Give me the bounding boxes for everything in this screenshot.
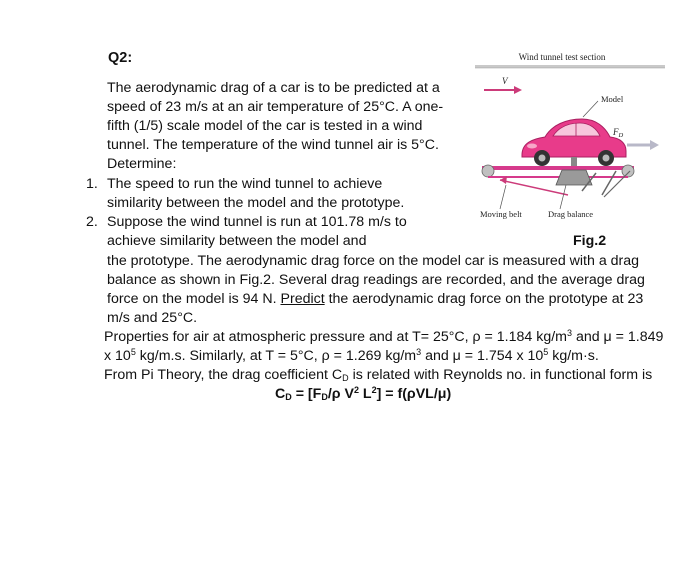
- force-line-suffix: the aerodynamic drag force on the prototype at 23: [324, 291, 644, 307]
- formula-part: C: [275, 386, 286, 402]
- formula-sub: D: [321, 392, 328, 402]
- drag-force-subscript: D: [618, 132, 624, 139]
- drag-force-arrow-head: [650, 140, 659, 150]
- prop-text: From Pi Theory, the drag coefficient C: [104, 367, 343, 383]
- properties-line-1: [104, 328, 663, 347]
- formula-sup: 2: [353, 385, 359, 395]
- figure-caption: Fig.2: [573, 233, 607, 249]
- moving-belt-top: [482, 166, 634, 170]
- predict-word: Predict: [280, 291, 325, 307]
- item-2-line-5: [107, 290, 643, 309]
- formula-sub: D: [285, 392, 292, 402]
- moving-belt-leader: [500, 185, 506, 209]
- prop-exp: 5: [543, 347, 549, 357]
- item-1-line-2: similarity between the model and the prototype.: [107, 195, 405, 211]
- prop-exp: 5: [130, 347, 136, 357]
- drag-balance-label: Drag balance: [548, 209, 594, 219]
- properties-line-3: [104, 366, 652, 385]
- intro-line-2: speed of 23 m/s at an air temperature of 25°C. A one-: [107, 99, 444, 115]
- item-2-line-2: achieve similarity between the model and: [107, 233, 367, 249]
- tunnel-top-wall: [475, 65, 665, 68]
- question-title: Q2:: [108, 50, 133, 66]
- intro-line-1: The aerodynamic drag of a car is to be predicted at a: [107, 80, 440, 96]
- item-2-line-1: Suppose the wind tunnel is run at 101.78 m/s to: [107, 214, 407, 230]
- formula-part: = [F: [291, 386, 322, 402]
- formula-part: /ρ V: [327, 386, 354, 402]
- wind-tunnel-figure: [470, 45, 670, 225]
- prop-text: x 10: [104, 348, 131, 364]
- prop-text: kg/m.s. Similarly, at T = 5°C, ρ = 1.269 kg/m: [135, 348, 417, 364]
- velocity-label: V: [502, 76, 508, 86]
- intro-line-4: tunnel. The temperature of the wind tunnel air is 5°C.: [107, 137, 439, 153]
- model-leader-line: [583, 101, 598, 117]
- prop-sub: D: [342, 373, 349, 383]
- prop-exp: 3: [566, 328, 572, 338]
- item-1-line-1: The speed to run the wind tunnel to achieve: [107, 176, 383, 192]
- item-2-line-4: balance as shown in Fig.2. Several drag readings are recorded, and the average drag: [107, 272, 645, 288]
- intro-line-5: Determine:: [107, 156, 177, 172]
- drag-balance-leader: [560, 185, 566, 209]
- velocity-arrow-head: [514, 86, 522, 94]
- rear-hub: [603, 155, 610, 162]
- belt-roller-right: [622, 165, 634, 177]
- properties-line-2: [104, 347, 599, 366]
- item-2-number: 2.: [86, 214, 98, 230]
- intro-line-3: fifth (1/5) scale model of the car is tested in a wind: [107, 118, 423, 134]
- drag-coefficient-formula: [275, 385, 451, 404]
- prop-exp: 3: [416, 347, 422, 357]
- force-line-prefix: force on the model is 94 N.: [107, 291, 281, 307]
- drag-balance-frame: [556, 170, 592, 185]
- prop-text: kg/m·s.: [548, 348, 599, 364]
- prop-text: Properties for air at atmospheric pressure and at T= 25°C, ρ = 1.184 kg/m: [104, 329, 567, 345]
- formula-part: ] = f(ρVL/μ): [376, 386, 452, 402]
- item-2-line-6: m/s and 25°C.: [107, 310, 198, 326]
- item-1-number: 1.: [86, 176, 98, 192]
- prop-text: is related with Reynolds no. in functional form is: [348, 367, 653, 383]
- model-label: Model: [601, 94, 624, 104]
- moving-belt-label: Moving belt: [480, 209, 522, 219]
- tunnel-section-label: Wind tunnel test section: [518, 52, 606, 62]
- formula-sup: 2: [371, 385, 377, 395]
- drag-force-symbol: F: [613, 127, 619, 137]
- car-headlight: [527, 144, 537, 149]
- prop-text: and μ = 1.849: [572, 329, 664, 345]
- item-2-line-3: the prototype. The aerodynamic drag force on the model car is measured with a drag: [107, 253, 640, 269]
- front-hub: [539, 155, 546, 162]
- prop-text: and μ = 1.754 x 10: [421, 348, 544, 364]
- formula-part: L: [358, 386, 372, 402]
- belt-roller-left: [482, 165, 494, 177]
